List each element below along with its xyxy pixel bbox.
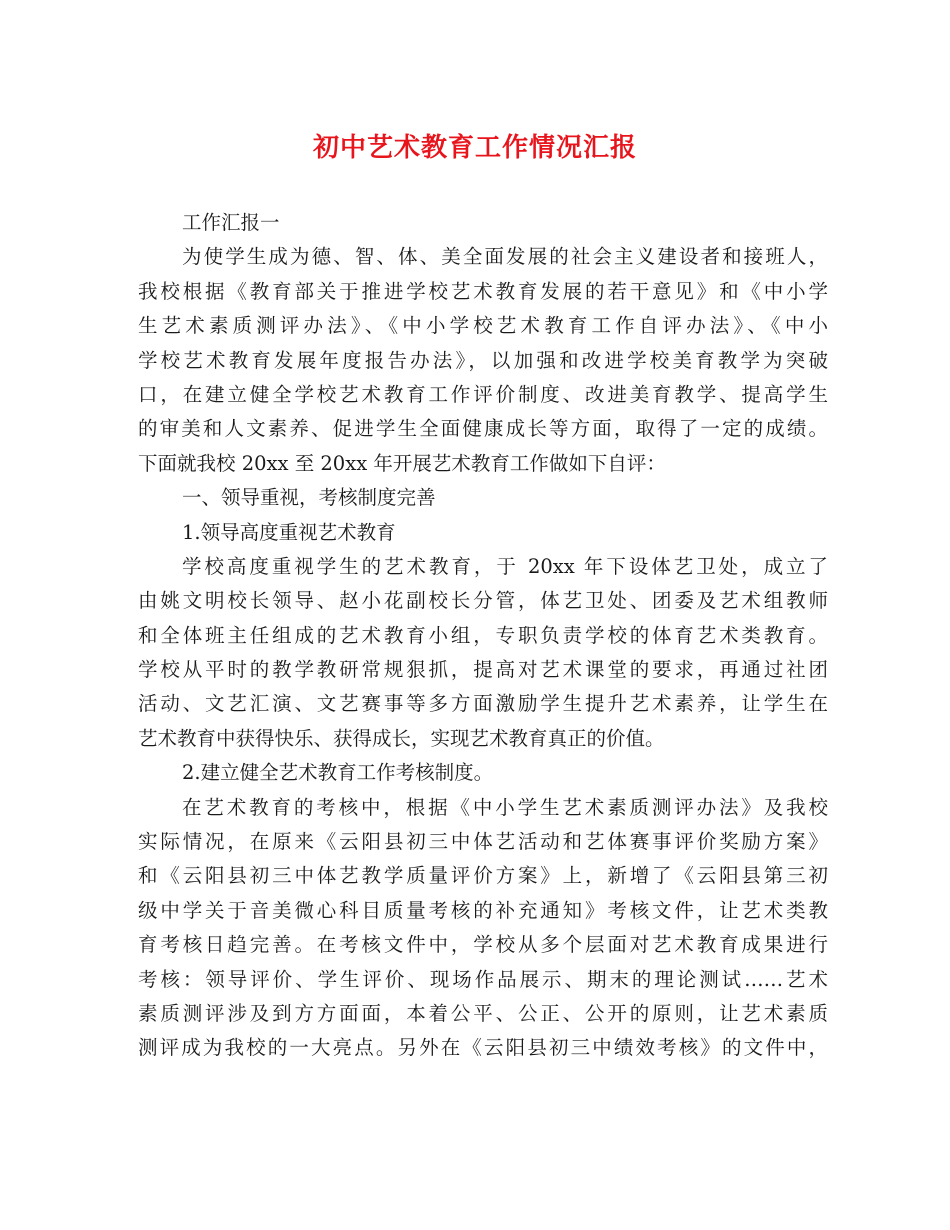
body-line: 和全体班主任组成的艺术教育小组，专职负责学校的体育艺术类教育。 bbox=[138, 623, 828, 647]
body-line: 活动、文艺汇演、文艺赛事等多方面激励学生提升艺术素养，让学生在 bbox=[138, 692, 828, 716]
body-line: 学校从平时的教学教研常规狠抓，提高对艺术课堂的要求，再通过社团 bbox=[138, 658, 828, 682]
body-line: 工作汇报一 bbox=[182, 211, 280, 234]
body-line: 由姚文明校长领导、赵小花副校长分管，体艺卫处、团委及艺术组教师 bbox=[138, 589, 828, 613]
body-line: 2.建立健全艺术教育工作考核制度。 bbox=[182, 761, 494, 785]
body-line: 学校艺术教育发展年度报告办法》，以加强和改进学校美育教学为突破 bbox=[138, 348, 828, 372]
body-line: 测评成为我校的一大亮点。另外在《云阳县初三中绩效考核》的文件中， bbox=[138, 1036, 828, 1060]
body-line: 在艺术教育的考核中，根据《中小学生艺术素质测评办法》及我校 bbox=[182, 795, 828, 819]
body-line: 素质测评涉及到方方面面，本着公平、公正、公开的原则，让艺术素质 bbox=[138, 1001, 828, 1025]
body-line: 生艺术素质测评办法》、《中小学校艺术教育工作自评办法》、《中小 bbox=[138, 314, 828, 338]
document-body bbox=[138, 206, 828, 1066]
body-line: 学校高度重视学生的艺术教育，于 20xx 年下设体艺卫处，成立了 bbox=[182, 554, 828, 578]
document-title: 初中艺术教育工作情况汇报 bbox=[312, 133, 637, 163]
body-line: 艺术教育中获得快乐、获得成长，实现艺术教育真正的价值。 bbox=[138, 726, 665, 750]
body-line: 1.领导高度重视艺术教育 bbox=[182, 520, 396, 544]
body-line: 下面就我校 20xx 至 20xx 年开展艺术教育工作做如下自评： bbox=[138, 451, 666, 475]
body-line: 考核：领导评价、学生评价、现场作品展示、期末的理论测试……艺术 bbox=[138, 967, 828, 991]
body-line: 实际情况，在原来《云阳县初三中体艺活动和艺体赛事评价奖励方案》 bbox=[138, 830, 828, 854]
body-line: 育考核日趋完善。在考核文件中，学校从多个层面对艺术教育成果进行 bbox=[138, 933, 828, 957]
body-line: 级中学关于音美微心科目质量考核的补充通知》考核文件，让艺术类教 bbox=[138, 898, 828, 922]
body-line: 的审美和人文素养、促进学生全面健康成长等方面，取得了一定的成绩。 bbox=[138, 417, 828, 441]
body-line: 一、领导重视，考核制度完善 bbox=[182, 486, 436, 510]
body-line: 为使学生成为德、智、体、美全面发展的社会主义建设者和接班人， bbox=[182, 245, 828, 269]
body-line: 我校根据《教育部关于推进学校艺术教育发展的若干意见》和《中小学 bbox=[138, 279, 828, 303]
body-line: 和《云阳县初三中体艺教学质量评价方案》上，新增了《云阳县第三初 bbox=[138, 864, 828, 888]
body-line: 口，在建立健全学校艺术教育工作评价制度、改进美育教学、提高学生 bbox=[138, 382, 828, 406]
